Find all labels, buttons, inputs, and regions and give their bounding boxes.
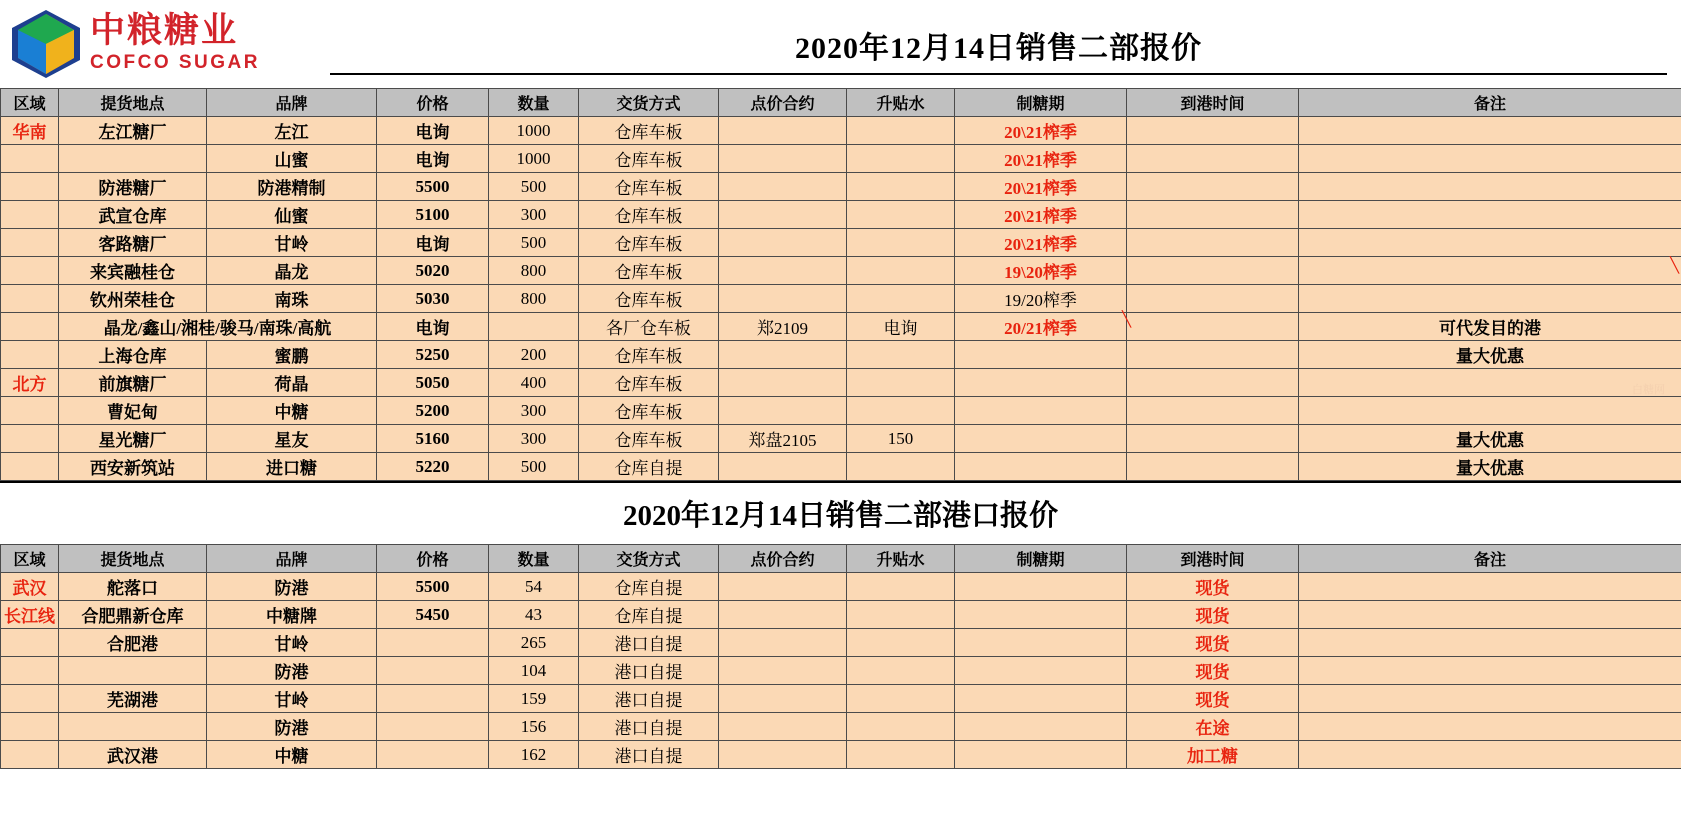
cell-brand: 晶龙 [207,257,377,285]
cell-place: 上海仓库 [59,341,207,369]
cell-arrival [1127,173,1299,201]
cell-contract: 郑盘2105 [719,425,847,453]
cell-place: 芜湖港 [59,685,207,713]
cell-season [955,425,1127,453]
cell-season [955,601,1127,629]
brand-name-en: COFCO SUGAR [90,51,260,73]
brand-text [90,13,260,75]
cell-region: 长江线 [1,601,59,629]
cell-place: 合肥鼎新仓库 [59,601,207,629]
cell-season: 20\21榨季 [955,145,1127,173]
cell-note: 可代发目的港 [1299,313,1681,341]
cell-brand: 荷晶 [207,369,377,397]
cell-season: 20\21榨季 [955,229,1127,257]
col-note: 备注 [1299,545,1681,573]
cell-premium [847,573,955,601]
cell-place: 曹妃甸 [59,397,207,425]
cell-delivery: 港口自提 [579,741,719,769]
cell-qty: 400 [489,369,579,397]
col-qty: 数量 [489,545,579,573]
cell-season: 20\21榨季 [955,173,1127,201]
cell-qty: 265 [489,629,579,657]
cell-note [1299,741,1681,769]
cell-arrival: 现货 [1127,685,1299,713]
cell-region [1,741,59,769]
cell-qty: 54 [489,573,579,601]
cell-brand: 甘岭 [207,685,377,713]
cell-arrival [1127,341,1299,369]
cell-brand: 星友 [207,425,377,453]
cell-note [1299,145,1681,173]
cell-premium [847,341,955,369]
cell-delivery: 仓库自提 [579,573,719,601]
main-quotation-table [0,88,1681,481]
cell-price: 5500 [377,173,489,201]
cell-premium [847,685,955,713]
cell-contract [719,257,847,285]
table-row [1,601,1681,629]
cell-note [1299,573,1681,601]
main-table-header [1,89,1681,117]
cell-note [1299,257,1681,285]
cell-season: 19/20榨季 [955,285,1127,313]
cell-place: 前旗糖厂 [59,369,207,397]
cell-premium [847,397,955,425]
cell-place: 客路糖厂 [59,229,207,257]
col-premium: 升贴水 [847,545,955,573]
cell-note [1299,117,1681,145]
cell-brand: 防港精制 [207,173,377,201]
cell-season: 19\20榨季 [955,257,1127,285]
col-place: 提货地点 [59,545,207,573]
col-season: 制糖期 [955,545,1127,573]
cell-price: 电询 [377,145,489,173]
table-row [1,629,1681,657]
cell-season: 20\21榨季 [955,117,1127,145]
cell-price: 电询 [377,117,489,145]
cell-contract [719,741,847,769]
cell-price: 电询 [377,313,489,341]
table-row [1,453,1681,481]
table-row [1,425,1681,453]
cell-region [1,397,59,425]
table-row [1,173,1681,201]
cell-delivery: 港口自提 [579,685,719,713]
page-header [0,0,1681,88]
cell-note [1299,713,1681,741]
cell-arrival [1127,369,1299,397]
cell-season [955,657,1127,685]
cell-note [1299,657,1681,685]
table-row [1,313,1681,341]
cell-delivery: 仓库车板 [579,257,719,285]
table-header-row [1,89,1681,117]
cell-premium [847,229,955,257]
cell-premium [847,117,955,145]
cell-place: 武宣仓库 [59,201,207,229]
cell-region [1,201,59,229]
cell-delivery: 港口自提 [579,713,719,741]
cell-premium [847,173,955,201]
port-table-header [1,545,1681,573]
cell-note [1299,201,1681,229]
cell-delivery: 仓库车板 [579,173,719,201]
cell-contract [719,229,847,257]
cell-region [1,425,59,453]
cell-brand: 防港 [207,573,377,601]
cell-season [955,573,1127,601]
cell-qty: 200 [489,341,579,369]
cell-place: 舵落口 [59,573,207,601]
cell-premium: 150 [847,425,955,453]
cell-delivery: 仓库车板 [579,229,719,257]
cell-contract [719,453,847,481]
cell-price: 5500 [377,573,489,601]
cell-delivery: 仓库车板 [579,201,719,229]
cell-delivery: 港口自提 [579,629,719,657]
col-region: 区域 [1,89,59,117]
cell-region [1,229,59,257]
cell-season: 20\21榨季 [955,201,1127,229]
tick-mark-icon: ╲ [1121,312,1131,328]
cell-brand: 蜜鹏 [207,341,377,369]
cell-brand: 甘岭 [207,629,377,657]
cell-contract [719,601,847,629]
cell-price [377,741,489,769]
port-table-body [1,573,1681,769]
table-row [1,741,1681,769]
cell-brand: 进口糖 [207,453,377,481]
cell-contract [719,341,847,369]
table-row [1,229,1681,257]
cell-contract [719,369,847,397]
port-quotation-table [0,544,1681,769]
col-contract: 点价合约 [719,89,847,117]
table-row [1,685,1681,713]
cell-contract [719,173,847,201]
col-brand: 品牌 [207,545,377,573]
cell-place [59,145,207,173]
cell-delivery: 仓库车板 [579,145,719,173]
cell-arrival [1127,397,1299,425]
cell-qty: 500 [489,173,579,201]
cell-contract [719,713,847,741]
cell-price: 5160 [377,425,489,453]
cell-note [1299,229,1681,257]
table-row [1,657,1681,685]
cell-region [1,313,59,341]
table-row [1,257,1681,285]
cell-qty: 500 [489,229,579,257]
brand-name-cn: 中粮糖业 [90,11,239,51]
cell-region [1,629,59,657]
cell-season [955,397,1127,425]
cell-premium [847,629,955,657]
cell-price: 5030 [377,285,489,313]
cell-contract [719,573,847,601]
cell-delivery: 仓库车板 [579,341,719,369]
cell-price: 5220 [377,453,489,481]
cell-note [1299,397,1681,425]
cell-price [377,629,489,657]
table-row [1,713,1681,741]
cell-price: 电询 [377,229,489,257]
cell-brand: 中糖牌 [207,601,377,629]
cell-note [1299,173,1681,201]
cell-qty: 800 [489,257,579,285]
cell-delivery: 各厂仓车板 [579,313,719,341]
cell-qty: 43 [489,601,579,629]
cell-contract [719,657,847,685]
cell-arrival [1127,117,1299,145]
cell-contract: 郑2109 [719,313,847,341]
cell-contract [719,145,847,173]
cell-contract [719,201,847,229]
cell-place: 合肥港 [59,629,207,657]
main-table-body [1,117,1681,481]
cell-qty: 1000 [489,117,579,145]
cell-qty: 300 [489,397,579,425]
cell-region [1,145,59,173]
cell-price [377,685,489,713]
cell-delivery: 仓库自提 [579,453,719,481]
cell-premium [847,257,955,285]
cell-region [1,285,59,313]
cell-price: 5250 [377,341,489,369]
cell-premium [847,453,955,481]
cell-arrival: 现货 [1127,601,1299,629]
cell-delivery: 仓库车板 [579,425,719,453]
cell-qty: 104 [489,657,579,685]
cell-contract [719,685,847,713]
cell-premium [847,657,955,685]
cell-price: 5050 [377,369,489,397]
cell-brand: 左江 [207,117,377,145]
cell-delivery: 港口自提 [579,657,719,685]
col-delivery: 交货方式 [579,545,719,573]
table-row [1,201,1681,229]
cell-delivery: 仓库车板 [579,369,719,397]
cell-arrival: 现货 [1127,657,1299,685]
col-arrival: 到港时间 [1127,89,1299,117]
cell-note [1299,369,1681,397]
cell-season [955,453,1127,481]
cell-place: 左江糖厂 [59,117,207,145]
cell-qty: 162 [489,741,579,769]
cell-region: 北方 [1,369,59,397]
cell-premium [847,369,955,397]
cell-qty: 156 [489,713,579,741]
watermark-text: 白糖网 [1632,384,1665,396]
cell-region [1,713,59,741]
cell-qty: 300 [489,425,579,453]
brand-logo [10,8,330,80]
page-title: 2020年12月14日销售二部报价 [330,23,1667,75]
cell-arrival: 现货 [1127,629,1299,657]
cell-arrival [1127,145,1299,173]
col-brand: 品牌 [207,89,377,117]
cell-premium [847,285,955,313]
cell-region [1,257,59,285]
cell-region: 华南 [1,117,59,145]
cell-arrival: 加工糖 [1127,741,1299,769]
table-header-row [1,545,1681,573]
col-price: 价格 [377,89,489,117]
cell-qty: 1000 [489,145,579,173]
cell-brand: 仙蜜 [207,201,377,229]
cell-brand: 防港 [207,657,377,685]
cell-arrival: 在途 [1127,713,1299,741]
cell-region: 武汉 [1,573,59,601]
cell-premium [847,145,955,173]
cell-arrival [1127,201,1299,229]
cell-note [1299,685,1681,713]
cell-place: 星光糖厂 [59,425,207,453]
cell-arrival [1127,425,1299,453]
cell-qty: 159 [489,685,579,713]
col-delivery: 交货方式 [579,89,719,117]
cell-place: 钦州荣桂仓 [59,285,207,313]
cell-place: 晶龙/鑫山/湘桂/骏马/南珠/高航 [59,313,377,341]
table-row [1,341,1681,369]
cell-contract [719,629,847,657]
cell-contract [719,397,847,425]
col-note: 备注 [1299,89,1681,117]
table-row [1,285,1681,313]
port-section-title: 2020年12月14日销售二部港口报价 [0,481,1681,544]
cell-region [1,657,59,685]
cell-premium [847,201,955,229]
col-place: 提货地点 [59,89,207,117]
cell-premium [847,601,955,629]
cell-place [59,713,207,741]
cell-region [1,453,59,481]
col-season: 制糖期 [955,89,1127,117]
cell-delivery: 仓库车板 [579,117,719,145]
cell-note [1299,285,1681,313]
table-row [1,145,1681,173]
cell-price [377,657,489,685]
cell-season [955,369,1127,397]
cell-arrival [1127,257,1299,285]
cell-brand: 中糖 [207,741,377,769]
cell-qty: 300 [489,201,579,229]
col-contract: 点价合约 [719,545,847,573]
cell-brand: 南珠 [207,285,377,313]
cell-brand: 甘岭 [207,229,377,257]
cell-arrival [1127,453,1299,481]
col-arrival: 到港时间 [1127,545,1299,573]
cell-season [955,341,1127,369]
cell-brand: 中糖 [207,397,377,425]
table-row [1,397,1681,425]
cell-note [1299,629,1681,657]
cell-region [1,173,59,201]
col-qty: 数量 [489,89,579,117]
cell-brand: 山蜜 [207,145,377,173]
cell-place: 西安新筑站 [59,453,207,481]
cell-season [955,713,1127,741]
cell-season [955,629,1127,657]
cell-contract [719,285,847,313]
col-region: 区域 [1,545,59,573]
cell-place: 来宾融桂仓 [59,257,207,285]
cell-brand: 防港 [207,713,377,741]
cell-price: 5200 [377,397,489,425]
cell-place: 防港糖厂 [59,173,207,201]
cell-premium [847,741,955,769]
cell-price [377,713,489,741]
cell-place [59,657,207,685]
cell-qty [489,313,579,341]
cell-arrival [1127,229,1299,257]
col-price: 价格 [377,545,489,573]
cell-premium: 电询 [847,313,955,341]
cell-note: 量大优惠 [1299,341,1681,369]
cell-note [1299,601,1681,629]
cell-season [955,685,1127,713]
cell-note: 量大优惠 [1299,453,1681,481]
cell-place: 武汉港 [59,741,207,769]
cell-arrival: 现货 [1127,573,1299,601]
cell-arrival [1127,313,1299,341]
tick-mark-icon: ╲ [1669,258,1679,274]
table-row [1,573,1681,601]
cell-season [955,741,1127,769]
cell-price: 5100 [377,201,489,229]
cell-region [1,685,59,713]
cell-price: 5020 [377,257,489,285]
col-premium: 升贴水 [847,89,955,117]
cell-delivery: 仓库自提 [579,601,719,629]
cell-qty: 500 [489,453,579,481]
table-row [1,369,1681,397]
cell-delivery: 仓库车板 [579,285,719,313]
cofco-logo-icon [10,8,82,80]
cell-qty: 800 [489,285,579,313]
table-row [1,117,1681,145]
cell-season: 20/21榨季 [955,313,1127,341]
cell-premium [847,713,955,741]
cell-region [1,341,59,369]
cell-arrival [1127,285,1299,313]
cell-price: 5450 [377,601,489,629]
cell-note: 量大优惠 [1299,425,1681,453]
cell-delivery: 仓库车板 [579,397,719,425]
cell-contract [719,117,847,145]
